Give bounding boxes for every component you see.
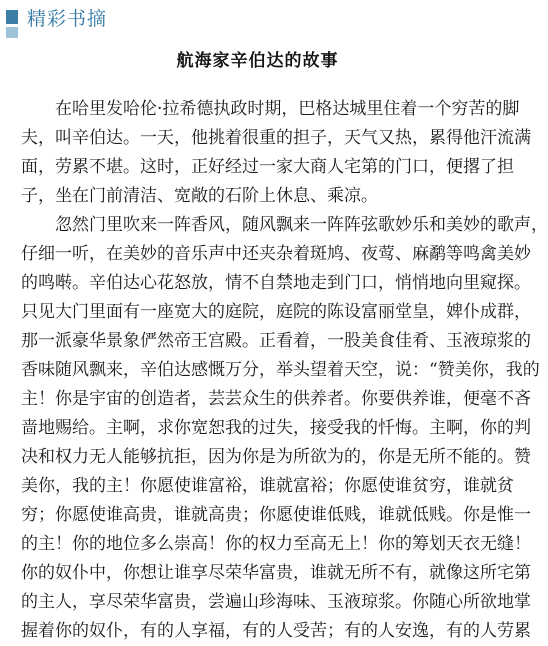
article-body [21,95,548,646]
text-line: 忽然门里吹来一阵香风，随风飘来一阵阵弦歌妙乐和美妙的歌声， [21,215,548,235]
text-line: 香味随风飘来，辛伯达感慨万分，举头望着天空，说：“赞美你，我的 [21,360,540,380]
text-line: 主！你是宇宙的创造者，芸芸众生的供养者。你要供养谁，便毫不吝 [21,389,531,409]
text-line: 决和权力无人能够抗拒，因为你是为所欲为的，你是无所不能的。赞 [21,447,531,467]
text-line: 啬地赐给。主啊，求你宽恕我的过失，接受我的忏悔。主啊，你的判 [21,418,531,438]
section-marker-icon [6,10,18,38]
text-line: 你的奴仆中，你想让谁享尽荣华富贵，谁就无所不有，就像这所宅第 [21,563,531,583]
text-line: 仔细一听，在美妙的音乐声中还夹杂着斑鸠、夜莺、麻鹬等鸣禽美妙 [21,244,531,264]
section-header [0,0,515,40]
text-line: 的主人，享尽荣华富贵，尝遍山珍海味、玉液琼浆。你随心所欲地掌 [21,592,531,612]
text-line: 那一派豪华景象俨然帝王宫殿。正看着，一股美食佳肴、玉液琼浆的 [21,331,531,351]
text-line: 握着你的奴仆，有的人享福，有的人受苦；有的人安逸，有的人劳累 [21,621,531,641]
text-line: 的主！你的地位多么崇高！你的权力至高无上！你的筹划天衣无缝！ [21,534,531,554]
text-line: 面，劳累不堪。这时，正好经过一家大商人宅第的门口，便撂了担 [21,157,514,177]
text-line: 子，坐在门前清洁、宽敞的石阶上休息、乘凉。 [21,186,378,206]
text-line: 夫，叫辛伯达。一天，他挑着很重的担子，天气又热，累得他汗流满 [21,128,531,148]
text-line: 只见大门里面有一座宽大的庭院，庭院的陈设富丽堂皇，婢仆成群， [21,302,531,322]
text-line: 在哈里发哈伦·拉希德执政时期，巴格达城里住着一个穷苦的脚 [21,99,520,119]
text-line: 美你，我的主！你愿使谁富裕，谁就富裕；你愿使谁贫穷，谁就贫 [21,476,514,496]
section-title: 精彩书摘 [27,8,108,30]
text-line: 的鸣啭。辛伯达心花怒放，情不自禁地走到门口，悄悄地向里窥探。 [21,273,531,293]
article-title: 航海家辛伯达的故事 [176,51,339,71]
text-line: 穷；你愿使谁高贵，谁就高贵；你愿使谁低贱，谁就低贱。你是惟一 [21,505,531,525]
